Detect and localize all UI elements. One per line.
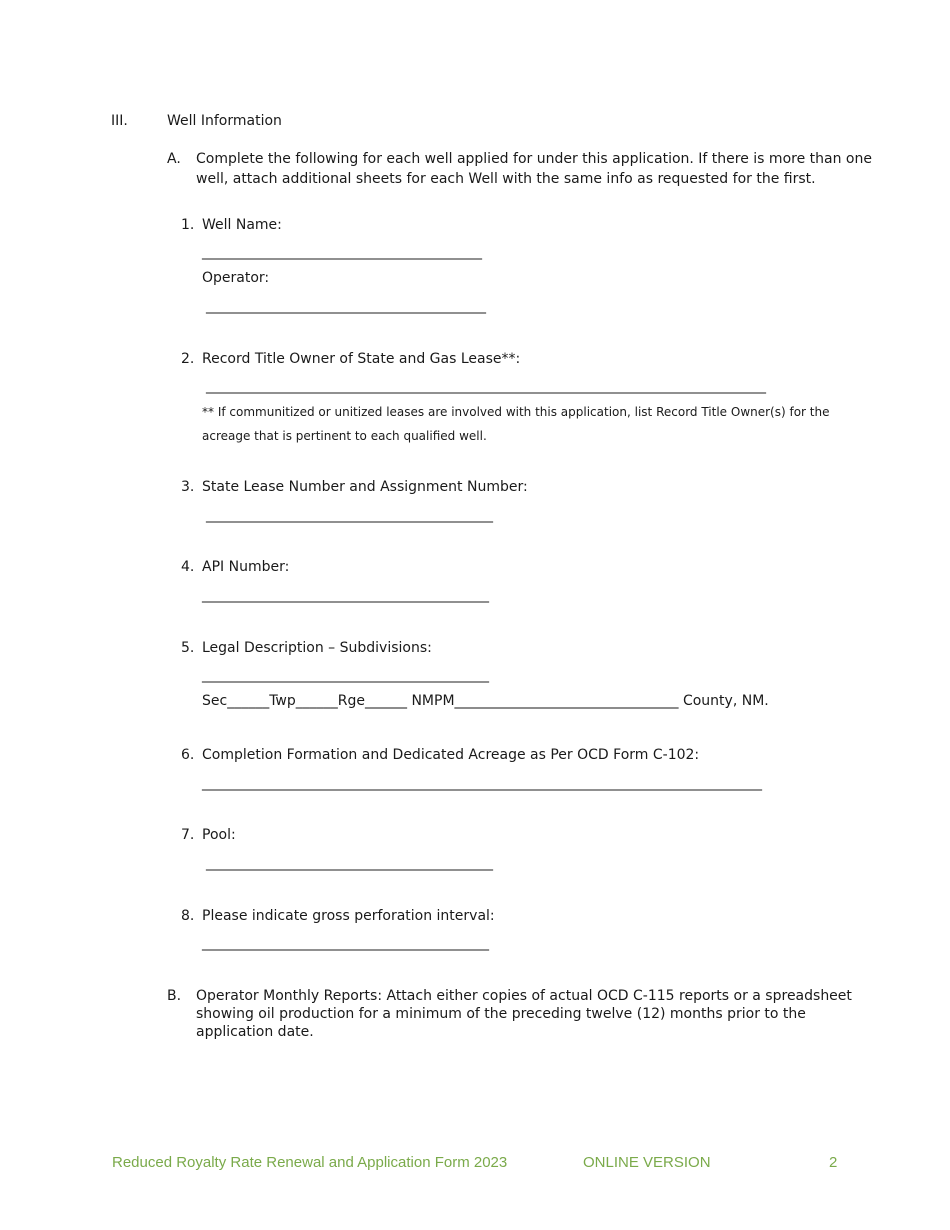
sec-twp-rge-line[interactable]: Sec______Twp______Rge______ NMPM________________________________ County, NM. [202,693,769,709]
pool-label: Pool: [202,827,236,843]
record-title-owner-label: Record Title Owner of State and Gas Lease**: [202,351,521,367]
part-a-letter: A. [167,151,181,167]
operator-field[interactable]: ________________________________________ [206,298,486,314]
item-4-number: 4. [181,559,195,575]
legal-description-field[interactable]: _________________________________________ [202,667,489,683]
operator-label: Operator: [202,270,270,286]
record-title-owner-field[interactable]: ________________________________________________________________________________ [206,378,766,394]
api-number-field[interactable]: _________________________________________ [202,587,489,603]
item-6-number: 6. [181,747,195,763]
item-2-number: 2. [181,351,195,367]
section-number: III. [111,113,128,129]
api-number-label: API Number: [202,559,290,575]
well-name-field[interactable]: ________________________________________ [202,244,482,260]
footer-title: Reduced Royalty Rate Renewal and Application Form 2023 [112,1154,508,1171]
well-name-label: Well Name: [202,217,282,233]
completion-formation-field[interactable]: ________________________________________________________________________________ [202,775,762,791]
item-7-number: 7. [181,827,195,843]
perforation-interval-label: Please indicate gross perforation interval: [202,908,495,924]
state-lease-number-label: State Lease Number and Assignment Number: [202,479,528,495]
item-1-number: 1. [181,217,195,233]
part-b-letter: B. [167,988,182,1004]
item-5-number: 5. [181,640,195,656]
legal-description-label: Legal Description – Subdivisions: [202,640,432,656]
part-b-line-1: Operator Monthly Reports: Attach either copies of actual OCD C-115 reports or a spreadsheet [196,988,852,1004]
part-a-line-2: well, attach additional sheets for each Well with the same info as requested for the first. [196,171,816,187]
part-b-line-3: application date. [196,1024,314,1040]
section-title: Well Information [167,113,282,129]
lease-note-line-2: acreage that is pertinent to each qualified well. [202,429,487,443]
completion-formation-label: Completion Formation and Dedicated Acreage as Per OCD Form C-102: [202,747,700,763]
item-3-number: 3. [181,479,195,495]
part-b-line-2: showing oil production for a minimum of the preceding twelve (12) months prior to the [196,1006,806,1022]
perforation-interval-field[interactable]: _________________________________________ [202,935,489,951]
footer-page-number: 2 [829,1154,838,1171]
part-a-line-1: Complete the following for each well applied for under this application. If there is more than one [196,151,872,167]
lease-note-line-1: ** If communitized or unitized leases are involved with this application, list Record Title Owner(s) for the [202,405,830,419]
pool-field[interactable]: _________________________________________ [206,855,493,871]
footer-version: ONLINE VERSION [583,1154,711,1171]
item-8-number: 8. [181,908,195,924]
state-lease-number-field[interactable]: _________________________________________ [206,507,493,523]
